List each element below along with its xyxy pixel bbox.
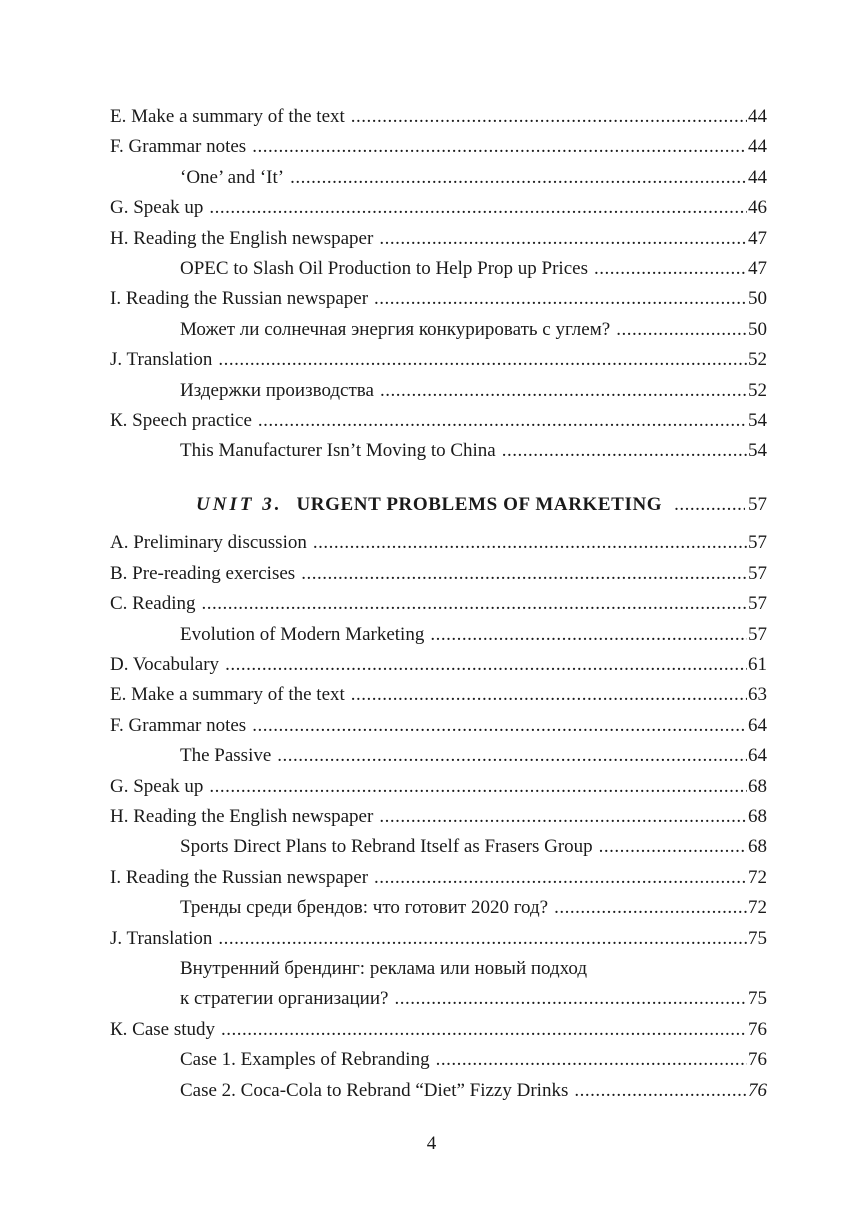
toc-entry-label: G. Speak up [110,775,204,797]
toc-subentry [110,741,767,771]
toc-subentry [110,832,767,862]
leader-dots [374,284,747,314]
toc-entry [110,711,767,741]
toc-entry [110,650,767,680]
toc-entry-page: 57 [748,623,767,645]
leader-dots [379,802,747,832]
toc-subentry [110,436,767,466]
unit-page-number: 57 [748,493,767,515]
toc-entry [110,406,767,436]
page-number: 4 [426,1133,437,1154]
toc-subentry [110,315,767,345]
toc-entry-page: 44 [748,106,767,127]
toc-subentry [110,893,767,923]
leader-dots [574,1076,747,1106]
toc-entry [110,559,767,589]
toc-entry-page: 46 [748,197,767,219]
toc-entry-page: 57 [748,562,767,584]
leader-dots [380,376,747,406]
toc-entry-label: J. Translation [110,927,213,949]
toc-entry-page: 52 [748,379,767,401]
leader-dots [277,741,747,771]
leader-dots [252,711,747,741]
toc-entry-label: OPEC to Slash Oil Production to Help Prop up Prices [180,258,588,280]
leader-dots [616,315,747,345]
leader-dots [554,893,747,923]
toc-entry-page: 44 [748,136,767,158]
toc-entry-label: I. Reading the Russian newspaper [110,288,369,310]
unit-number: UNIT 3. [196,493,283,515]
leader-dots [351,102,747,132]
toc-entry [110,924,767,954]
toc-entry-label: B. Pre-reading exercises [110,562,296,584]
leader-dots [313,528,747,558]
toc-section-unit-3 [110,528,767,954]
toc-entry-page: 44 [748,166,767,188]
leader-dots [225,650,747,680]
toc-entry-page: 68 [748,836,767,858]
toc-entry-label: Издержки производства [180,379,374,401]
toc-entry-label: I. Reading the Russian newspaper [110,866,369,888]
toc-entry-page: 75 [748,927,767,949]
toc-entry [110,863,767,893]
table-of-contents [110,102,767,1106]
leader-dots [674,490,745,520]
toc-entry-page: 52 [748,349,767,371]
toc-entry-page: 75 [748,988,767,1010]
toc-entry-label: A. Preliminary discussion [110,532,307,554]
leader-dots [394,984,747,1014]
leader-dots [599,832,747,862]
leader-dots [290,163,747,193]
toc-entry-page: 50 [748,318,767,340]
toc-entry [110,193,767,223]
leader-dots [436,1045,747,1075]
toc-subentry [110,163,767,193]
toc-entry [110,589,767,619]
toc-entry [110,528,767,558]
toc-entry-page: 64 [748,745,767,767]
toc-entry [110,772,767,802]
leader-dots [379,224,747,254]
toc-entry-label: Может ли солнечная энергия конкурировать с углем? [180,318,611,340]
leader-dots [202,589,748,619]
leader-dots [252,132,747,162]
toc-entry-page: 61 [748,653,767,675]
leader-dots [351,680,747,710]
toc-entry-label: Тренды среди брендов: что готовит 2020 год? [180,897,549,919]
leader-dots [218,924,747,954]
toc-entry-page: 47 [748,258,767,280]
toc-entry-page: 64 [748,714,767,736]
toc-entry-page: 72 [748,897,767,919]
toc-entry-page: 76 [748,1079,767,1101]
toc-entry-page: 57 [748,532,767,554]
toc-entry [110,132,767,162]
leader-dots [258,406,747,436]
toc-entry [110,680,767,710]
toc-entry-wrapped [110,954,767,1015]
toc-entry-page: 63 [748,684,767,706]
toc-entry-label: Case 2. Coca-Cola to Rebrand “Diet” Fizzy Drinks [180,1079,569,1101]
toc-entry-label: ‘One’ and ‘It’ [180,166,285,188]
leader-dots [594,254,747,284]
toc-entry-label-line2: к стратегии организации? [180,988,389,1010]
toc-entry-label-line1: Внутренний брендинг: реклама или новый подход [180,957,588,979]
toc-subentry [110,1076,767,1106]
toc-entry-page: 47 [748,227,767,249]
toc-entry-label: H. Reading the English newspaper [110,227,374,249]
toc-subentry [110,1045,767,1075]
toc-entry [110,102,767,132]
toc-entry [110,1015,767,1045]
toc-entry-label: The Passive [180,745,272,767]
leader-dots [430,620,747,650]
toc-entry-label: Case 1. Examples of Rebranding [180,1049,430,1071]
toc-entry-label: E. Make a summary of the text [110,106,345,127]
toc-entry-page: 68 [748,805,767,827]
leader-dots [374,863,747,893]
toc-entry [110,284,767,314]
toc-entry-label: F. Grammar notes [110,136,247,158]
toc-section-unit-3-end [110,1015,767,1106]
toc-entry-page: 54 [748,440,767,462]
toc-subentry [110,620,767,650]
toc-entry-page: 57 [748,593,767,615]
toc-entry-page: 72 [748,866,767,888]
toc-entry-label: J. Translation [110,349,213,371]
leader-dots [502,436,747,466]
toc-entry-label: H. Reading the English newspaper [110,805,374,827]
toc-entry [110,345,767,375]
toc-entry [110,802,767,832]
leader-dots [209,193,747,223]
toc-entry-page: 50 [748,288,767,310]
toc-entry-label: К. Case study [110,1018,216,1040]
unit-heading [110,490,767,520]
toc-entry-page: 76 [748,1049,767,1071]
leader-dots [209,772,747,802]
leader-dots [218,345,747,375]
toc-entry-label: F. Grammar notes [110,714,247,736]
unit-title: URGENT PROBLEMS OF MARKETING [296,493,663,515]
toc-entry-label: E. Make a summary of the text [110,684,345,706]
toc-entry-page: 68 [748,775,767,797]
leader-dots [221,1015,747,1045]
toc-section-unit-2 [110,102,767,467]
toc-entry-label: Evolution of Modern Marketing [180,623,425,645]
toc-entry-page: 76 [748,1018,767,1040]
toc-subentry [110,254,767,284]
toc-entry-label: C. Reading [110,593,196,615]
toc-entry-label: G. Speak up [110,197,204,219]
leader-dots [301,559,747,589]
toc-entry [110,224,767,254]
toc-entry-label: This Manufacturer Isn’t Moving to China [180,440,496,462]
toc-entry-page: 54 [748,410,767,432]
toc-entry-label: К. Speech practice [110,410,252,432]
toc-entry-label: D. Vocabulary [110,653,220,675]
toc-entry-label: Sports Direct Plans to Rebrand Itself as Frasers Group [180,836,593,858]
toc-subentry [110,376,767,406]
